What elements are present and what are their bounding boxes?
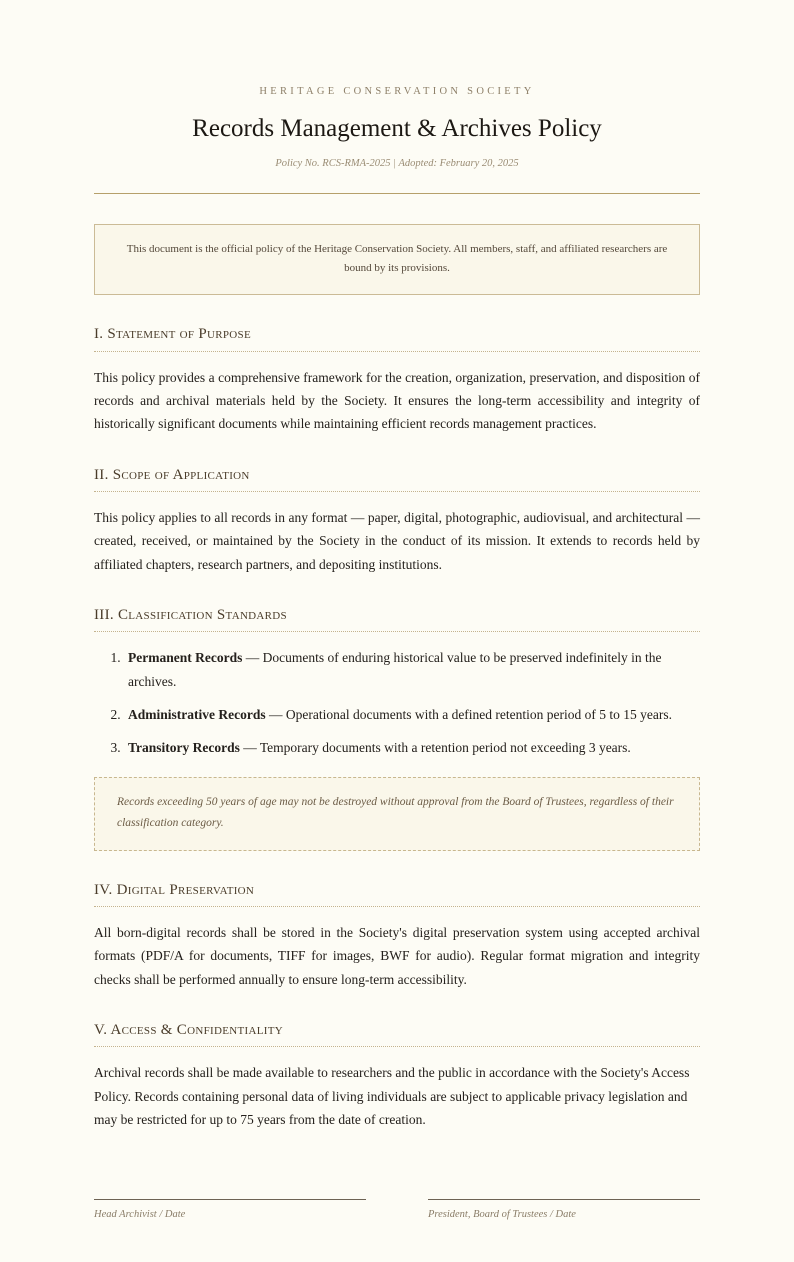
section-body: This policy provides a comprehensive framework for the creation, organization, preservation, and disposition of records and archival materials held by the Society. It ensures the long-term accessibility and integrity of historically significant documents while maintaining efficient records management practices. bbox=[94, 369, 700, 432]
list-item bbox=[124, 646, 700, 692]
section-divider bbox=[94, 631, 700, 632]
signature-line bbox=[428, 1199, 700, 1200]
list-item bbox=[124, 736, 700, 759]
signature-line bbox=[94, 1199, 366, 1200]
page-title: Records Management & Archives Policy bbox=[192, 114, 602, 142]
official-notice-box bbox=[94, 224, 700, 296]
classification-term: Transitory Records bbox=[128, 739, 240, 755]
section-divider bbox=[94, 906, 700, 907]
header-divider bbox=[94, 193, 700, 194]
section-body: All born-digital records shall be stored in the Society's digital preservation system using accepted archival formats (PDF/A for documents, TIFF for images, BWF for audio). Regular format migration and integrity checks shall be performed annually to ensure long-term accessibility. bbox=[94, 925, 700, 987]
document-content bbox=[94, 86, 700, 1222]
signature-area bbox=[94, 1199, 700, 1222]
section-heading: I. Statement of Purpose bbox=[94, 326, 251, 343]
signature-block-head-archivist bbox=[94, 1199, 366, 1222]
signature-label: President, Board of Trustees / Date bbox=[428, 1209, 576, 1221]
policy-metadata: Policy No. RCS-RMA-2025 | Adopted: February 20, 2025 bbox=[275, 158, 519, 170]
section-access-and-confidentiality bbox=[94, 1021, 700, 1131]
classification-description: — Operational documents with a defined retention period of 5 to 15 years. bbox=[265, 706, 672, 722]
classification-term: Permanent Records bbox=[128, 650, 243, 666]
section-divider bbox=[94, 351, 700, 352]
retention-callout-text: Records exceeding 50 years of age may not be destroyed without approval from the Board of Trustees, regardless of their classification category. bbox=[117, 796, 674, 830]
classification-description: — Temporary documents with a retention period not exceeding 3 years. bbox=[239, 739, 631, 755]
section-statement-of-purpose bbox=[94, 325, 700, 435]
section-scope-of-application bbox=[94, 466, 700, 576]
retention-callout-box bbox=[94, 777, 700, 851]
list-item bbox=[124, 703, 700, 726]
section-heading: II. Scope of Application bbox=[94, 466, 250, 483]
section-body: This policy applies to all records in any format — paper, digital, photographic, audiovisual, and architectural — created, received, or maintained by the Society in the conduct of its mission. It extends to records held by affiliated chapters, research partners, and depositing institutions. bbox=[94, 510, 700, 572]
section-digital-preservation bbox=[94, 881, 700, 991]
document-header bbox=[94, 86, 700, 194]
signature-label: Head Archivist / Date bbox=[94, 1209, 186, 1221]
official-notice-text: This document is the official policy of the Heritage Conservation Society. All members, staff, and affiliated researchers are bound by its provisions. bbox=[126, 242, 668, 275]
classification-list bbox=[94, 646, 700, 759]
section-heading: IV. Digital Preservation bbox=[94, 881, 255, 898]
section-divider bbox=[94, 1046, 700, 1047]
section-body: Archival records shall be made available to researchers and the public in accordance with the Society's Access Policy. Records containing personal data of living individuals are subject to applicable privacy legislation and may be restricted for up to 75 years from the date of creation. bbox=[94, 1065, 690, 1127]
section-classification-standards bbox=[94, 606, 700, 851]
classification-term: Administrative Records bbox=[128, 706, 266, 722]
section-heading: III. Classification Standards bbox=[94, 606, 287, 623]
signature-block-president bbox=[428, 1199, 700, 1222]
section-heading: V. Access & Confidentiality bbox=[94, 1021, 283, 1038]
organization-name: HERITAGE CONSERVATION SOCIETY bbox=[259, 86, 535, 97]
section-divider bbox=[94, 491, 700, 492]
classification-description: — Documents of enduring historical value to be preserved indefinitely in the archives. bbox=[128, 650, 662, 689]
